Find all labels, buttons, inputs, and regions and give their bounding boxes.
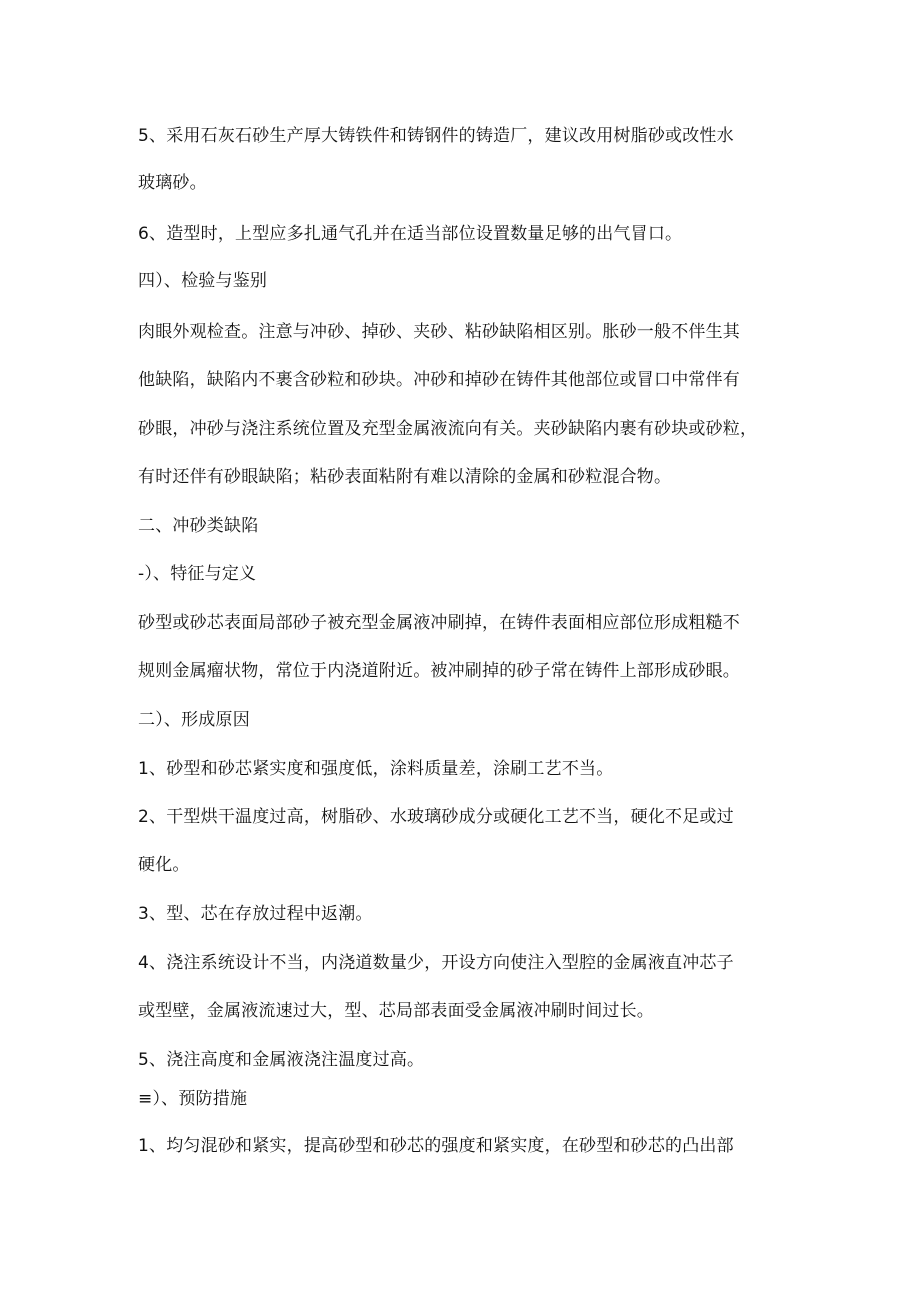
text-line-inspection-2: 他缺陷，缺陷内不裹含砂粒和砂块。冲砂和掉砂在铸件其他部位或冒口中常伴有 — [138, 370, 740, 390]
text-line-cause-4: 4、浇注系统设计不当，内浇道数量少，开设方向使注入型腔的金属液直冲芯子 — [138, 953, 734, 973]
text-line-cause-5: 5、浇注高度和金属液浇注温度过高。 — [138, 1050, 425, 1070]
text-line-prevention-1: 1、均匀混砂和紧实，提高砂型和砂芯的强度和紧实度，在砂型和砂芯的凸出部 — [138, 1136, 734, 1156]
text-line-cause-2: 2、干型烘干温度过高，树脂砂、水玻璃砂成分或硬化工艺不当，硬化不足或过 — [138, 807, 734, 827]
text-line-cause-4-cont: 或型壁，金属液流速过大，型、芯局部表面受金属液冲刷时间过长。 — [138, 1001, 654, 1021]
text-line-cause-2-cont: 硬化。 — [138, 855, 190, 875]
text-line-rule-6: 6、造型时，上型应多扎通气孔并在适当部位设置数量足够的出气冒口。 — [138, 224, 683, 244]
text-line-inspection-4: 有时还伴有砂眼缺陷；粘砂表面粘附有难以清除的金属和砂粒混合物。 — [138, 467, 672, 487]
section-heading-sand-wash: 二、冲砂类缺陷 — [138, 516, 259, 536]
section-heading-causes: 二）、形成原因 — [138, 710, 250, 730]
section-heading-inspection: 四）、检验与鉴别 — [138, 271, 268, 291]
text-line-inspection-3: 砂眼，冲砂与浇注系统位置及充型金属液流向有关。夹砂缺陷内裹有砂块或砂粒， — [138, 419, 758, 439]
text-line-definition-2: 规则金属瘤状物，常位于内浇道附近。被冲刷掉的砂子常在铸件上部形成砂眼。 — [138, 661, 740, 681]
section-heading-prevention: ≡）、预防措施 — [138, 1089, 248, 1109]
text-line-rule-5: 5、采用石灰石砂生产厚大铸铁件和铸钢件的铸造厂，建议改用树脂砂或改性水 — [138, 126, 734, 146]
text-line-inspection-1: 肉眼外观检查。注意与冲砂、掉砂、夹砂、粘砂缺陷相区别。胀砂一般不伴生其 — [138, 322, 740, 342]
text-line-cause-3: 3、型、芯在存放过程中返潮。 — [138, 904, 373, 924]
text-line-cause-1: 1、砂型和砂芯紧实度和强度低，涂料质量差，涂刷工艺不当。 — [138, 759, 614, 779]
text-line-rule-5-cont: 玻璃砂。 — [138, 173, 207, 193]
section-heading-definition: -）、特征与定义 — [138, 564, 257, 584]
text-line-definition-1: 砂型或砂芯表面局部砂子被充型金属液冲刷掉，在铸件表面相应部位形成粗糙不 — [138, 613, 740, 633]
